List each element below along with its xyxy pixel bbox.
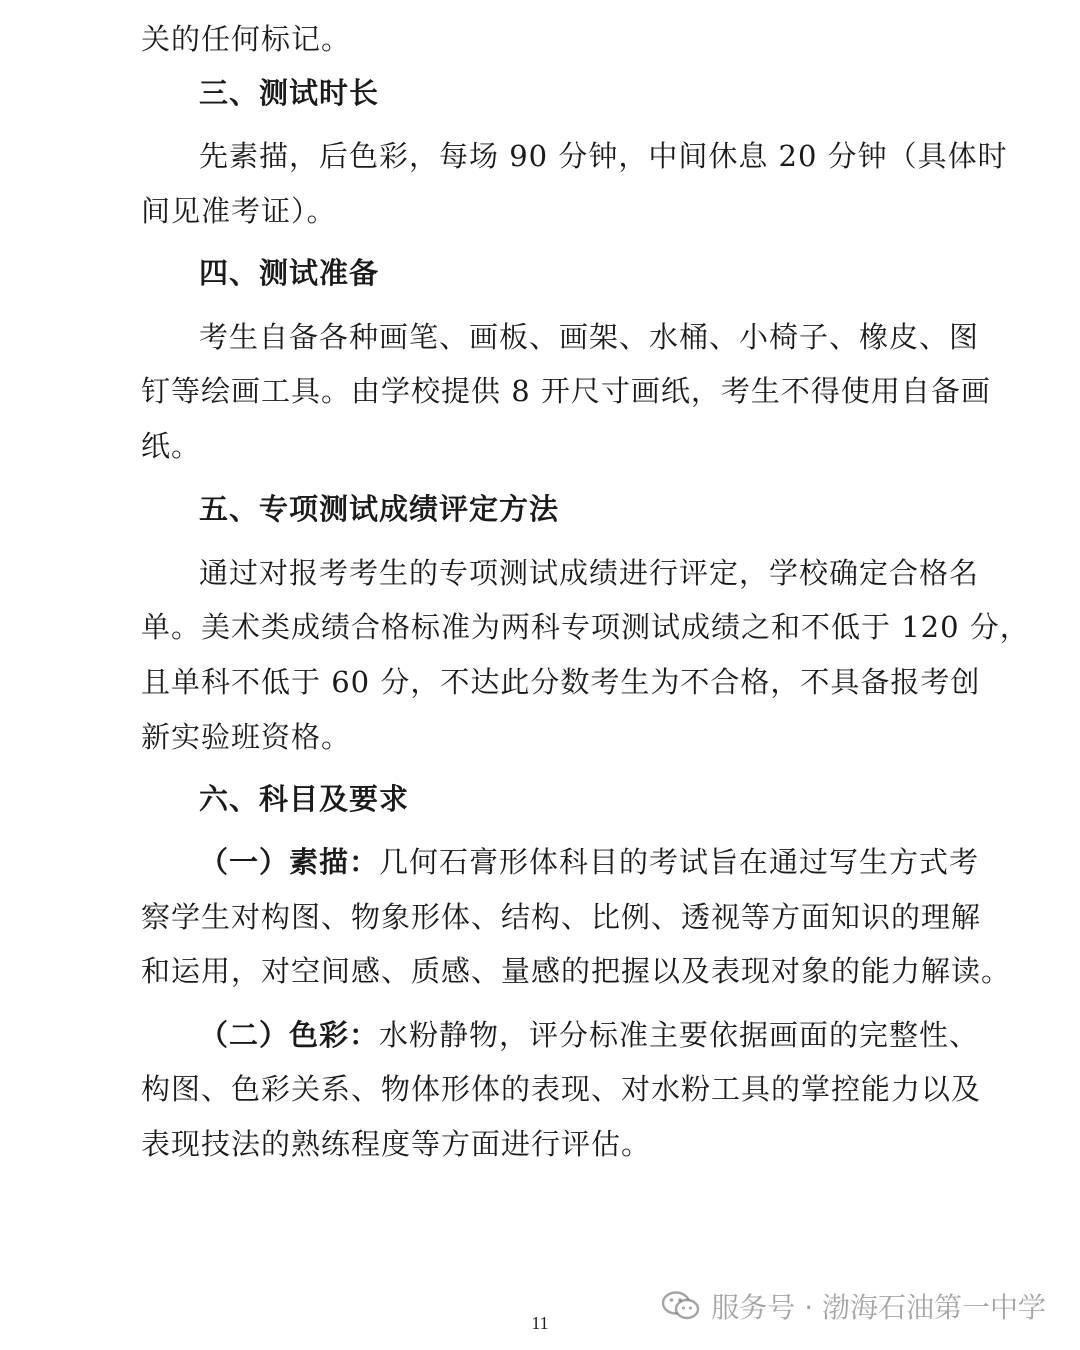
section-heading-subjects: 六、科目及要求: [199, 782, 410, 816]
paragraph-text: 几何石膏形体科目的考试旨在通过写生方式考: [379, 845, 980, 879]
paragraph-line: 察学生对构图、物象形体、结构、比例、透视等方面知识的理解: [141, 900, 982, 934]
subsection-label-color: （二）色彩：: [199, 1018, 380, 1052]
paragraph-text: 水粉静物，评分标准主要依据画面的完整性、: [379, 1018, 980, 1052]
paragraph-line: 先素描，后色彩，每场 90 分钟，中间休息 20 分钟（具体时: [199, 139, 1008, 173]
paragraph-line: 构图、色彩关系、物体形体的表现、对水粉工具的掌控能力以及: [141, 1072, 982, 1106]
subsection-label-sketch: （一）素描：: [199, 845, 380, 879]
paragraph-line: 表现技法的熟练程度等方面进行评估。: [141, 1127, 652, 1161]
section-heading-duration: 三、测试时长: [199, 76, 380, 110]
paragraph-line: 纸。: [141, 429, 202, 463]
paragraph-line: 和运用，对空间感、质感、量感的把握以及表现对象的能力解读。: [141, 954, 1012, 988]
paragraph-line: 关的任何标记。: [141, 22, 352, 56]
paragraph-line: 单。美术类成绩合格标准为两科专项测试成绩之和不低于 120 分，: [141, 610, 1030, 644]
paragraph-line: 考生自备各种画笔、画板、画架、水桶、小椅子、橡皮、图: [199, 320, 980, 354]
paragraph-line: 钉等绘画工具。由学校提供 8 开尺寸画纸，考生不得使用自备画: [141, 374, 991, 408]
watermark-text: 服务号 · 渤海石油第一中学: [711, 1291, 1046, 1324]
section-heading-grading: 五、专项测试成绩评定方法: [199, 492, 560, 526]
page-number: 11: [531, 1313, 549, 1333]
paragraph-line: [199, 1009, 980, 1061]
paragraph-line: 通过对报考考生的专项测试成绩进行评定，学校确定合格名: [199, 556, 980, 590]
paragraph-line: [199, 836, 980, 888]
paragraph-line: 新实验班资格。: [141, 720, 352, 754]
paragraph-line: 且单科不低于 60 分，不达此分数考生为不合格，不具备报考创: [141, 665, 981, 699]
paragraph-line: 间见准考证）。: [141, 194, 337, 228]
section-heading-preparation: 四、测试准备: [199, 256, 380, 290]
